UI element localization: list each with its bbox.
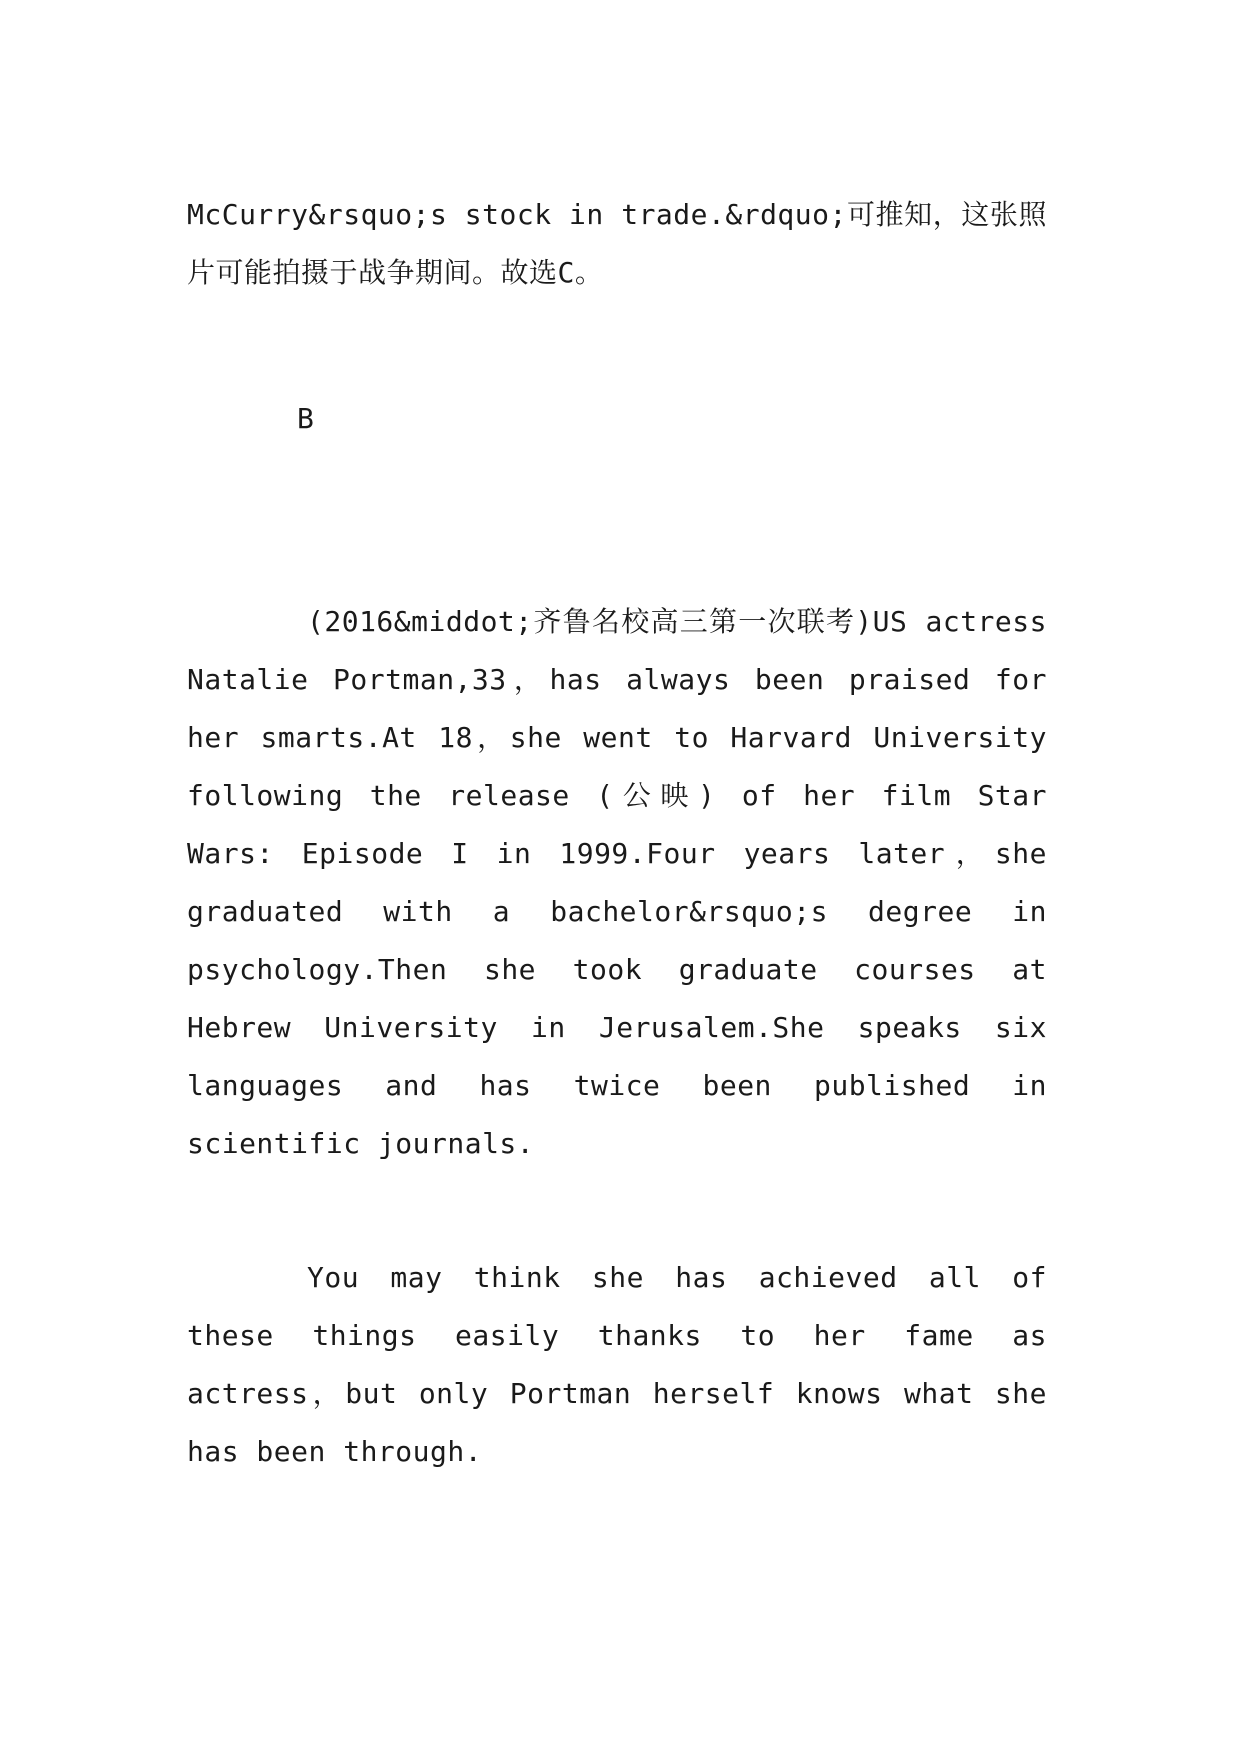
section-label: B <box>297 402 314 435</box>
paragraph-passage-intro: (2016&middot;齐鲁名校高三第一次联考)US actress Natalie Portman,33，has always been praised for her smarts.At 18，she went to Harvard University following the release (公映) of her film Star Wars: Episode I in 1999.Four years later，she graduated with a bachelor&rsquo;s degree in psychology.Then she took graduate courses at Hebrew University in Jerusalem.She speaks six languages and has twice been published in scientific journals. <box>187 605 1047 1160</box>
paragraph-answer-explanation: McCurry&rsquo;s stock in trade.&rdquo;可推知，这张照片可能拍摄于战争期间。故选C。 <box>187 198 1047 289</box>
paragraph-passage-continuation: You may think she has achieved all of these things easily thanks to her fame as actress，but only Portman herself knows what she has been through. <box>187 1261 1047 1468</box>
